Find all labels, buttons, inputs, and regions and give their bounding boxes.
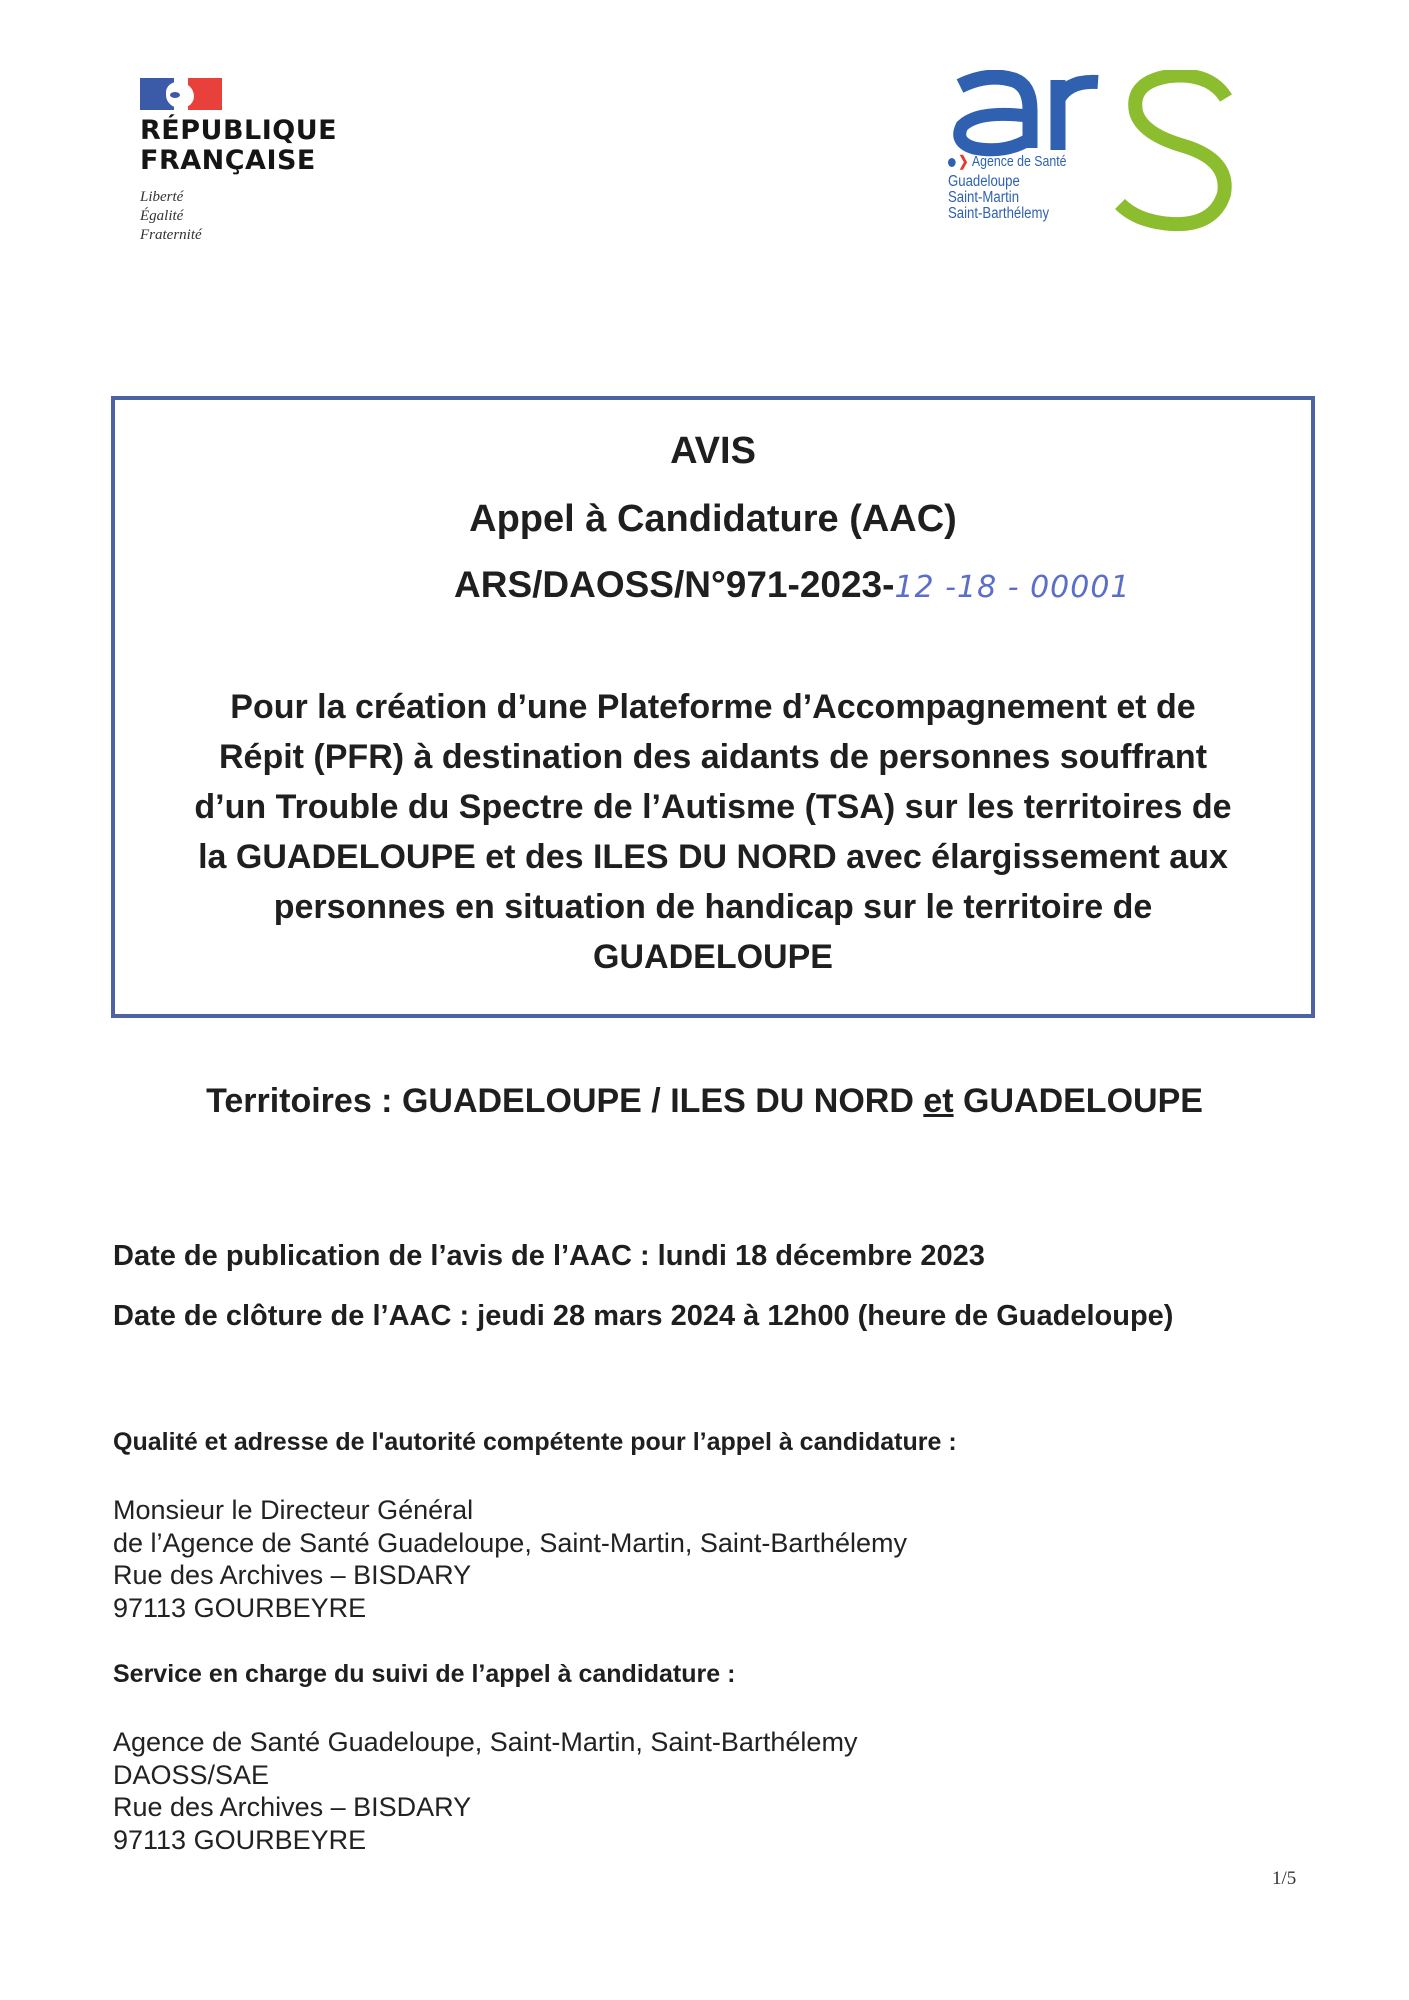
purpose-line: personnes en situation de handicap sur le territoire de	[273, 888, 1153, 926]
publication-date: Date de publication de l’avis de l’AAC : lundi 18 décembre 2023	[113, 1240, 985, 1272]
marianne-flag-icon	[140, 78, 222, 110]
ars-region: Saint-Barthélemy	[948, 205, 1050, 222]
notice-heading: AVIS	[670, 430, 756, 472]
service-heading: Service en charge du suivi de l’appel à candidature :	[113, 1660, 736, 1688]
territories-label: Territoires :	[206, 1082, 402, 1120]
purpose-line: la GUADELOUPE et des ILES DU NORD avec élargissement aux	[198, 838, 1228, 876]
notice-purpose	[155, 682, 1271, 982]
rf-motto	[140, 188, 400, 245]
rf-motto-line: Fraternité	[140, 227, 202, 243]
rf-name-line: RÉPUBLIQUE	[140, 115, 338, 146]
ars-agency-label: Agence de Santé	[971, 154, 1067, 170]
red-chevron-icon: ❯	[958, 154, 969, 170]
reference-number	[454, 564, 1131, 606]
rf-motto-line: Liberté	[140, 189, 184, 205]
republique-francaise-logo	[140, 78, 400, 245]
purpose-line: d’un Trouble du Spectre de l’Autisme (TSA) sur les territoires de	[194, 788, 1232, 826]
address-line: 97113 GOURBEYRE	[113, 1592, 367, 1623]
purpose-line: GUADELOUPE	[593, 938, 833, 976]
territories-connector: et	[923, 1082, 954, 1120]
territories-line	[0, 1082, 1409, 1121]
notice-subheading: Appel à Candidature (AAC)	[469, 498, 957, 540]
ars-logo	[948, 70, 1238, 240]
address-line: Rue des Archives – BISDARY	[113, 1560, 472, 1590]
page-number: 1/5	[1272, 1868, 1297, 1889]
territories-part1: GUADELOUPE / ILES DU NORD	[401, 1082, 924, 1120]
rf-name-line: FRANÇAISE	[140, 145, 316, 176]
address-line: Monsieur le Directeur Général	[113, 1495, 474, 1525]
service-address	[113, 1726, 857, 1856]
ars-region: Guadeloupe	[948, 173, 1020, 190]
territories-part2: GUADELOUPE	[953, 1082, 1203, 1120]
reference-printed: ARS/DAOSS/N°971-2023-	[454, 564, 895, 605]
reference-handwritten: 12 -18 - 00001	[894, 570, 1131, 605]
address-line: Agence de Santé Guadeloupe, Saint-Martin, Saint-Barthélemy	[113, 1727, 858, 1757]
title-box	[111, 396, 1315, 1018]
address-line: 97113 GOURBEYRE	[113, 1824, 367, 1855]
blue-dot-icon	[948, 158, 956, 167]
address-line: de l’Agence de Santé Guadeloupe, Saint-Martin, Saint-Barthélemy	[113, 1527, 907, 1558]
ars-region: Saint-Martin	[948, 189, 1020, 206]
authority-address	[113, 1494, 907, 1624]
closing-date: Date de clôture de l’AAC : jeudi 28 mars 2024 à 12h00 (heure de Guadeloupe)	[113, 1300, 1174, 1332]
purpose-line: Répit (PFR) à destination des aidants de personnes souffrant	[218, 738, 1208, 776]
rf-motto-line: Égalité	[140, 208, 184, 224]
ars-regions	[948, 174, 1049, 222]
ars-agency-name	[948, 154, 1067, 170]
rf-name	[140, 116, 400, 176]
authority-heading: Qualité et adresse de l'autorité compétente pour l’appel à candidature :	[113, 1428, 957, 1456]
purpose-line: Pour la création d’une Plateforme d’Accompagnement et de	[230, 688, 1196, 726]
address-line: DAOSS/SAE	[113, 1759, 270, 1790]
address-line: Rue des Archives – BISDARY	[113, 1792, 472, 1822]
